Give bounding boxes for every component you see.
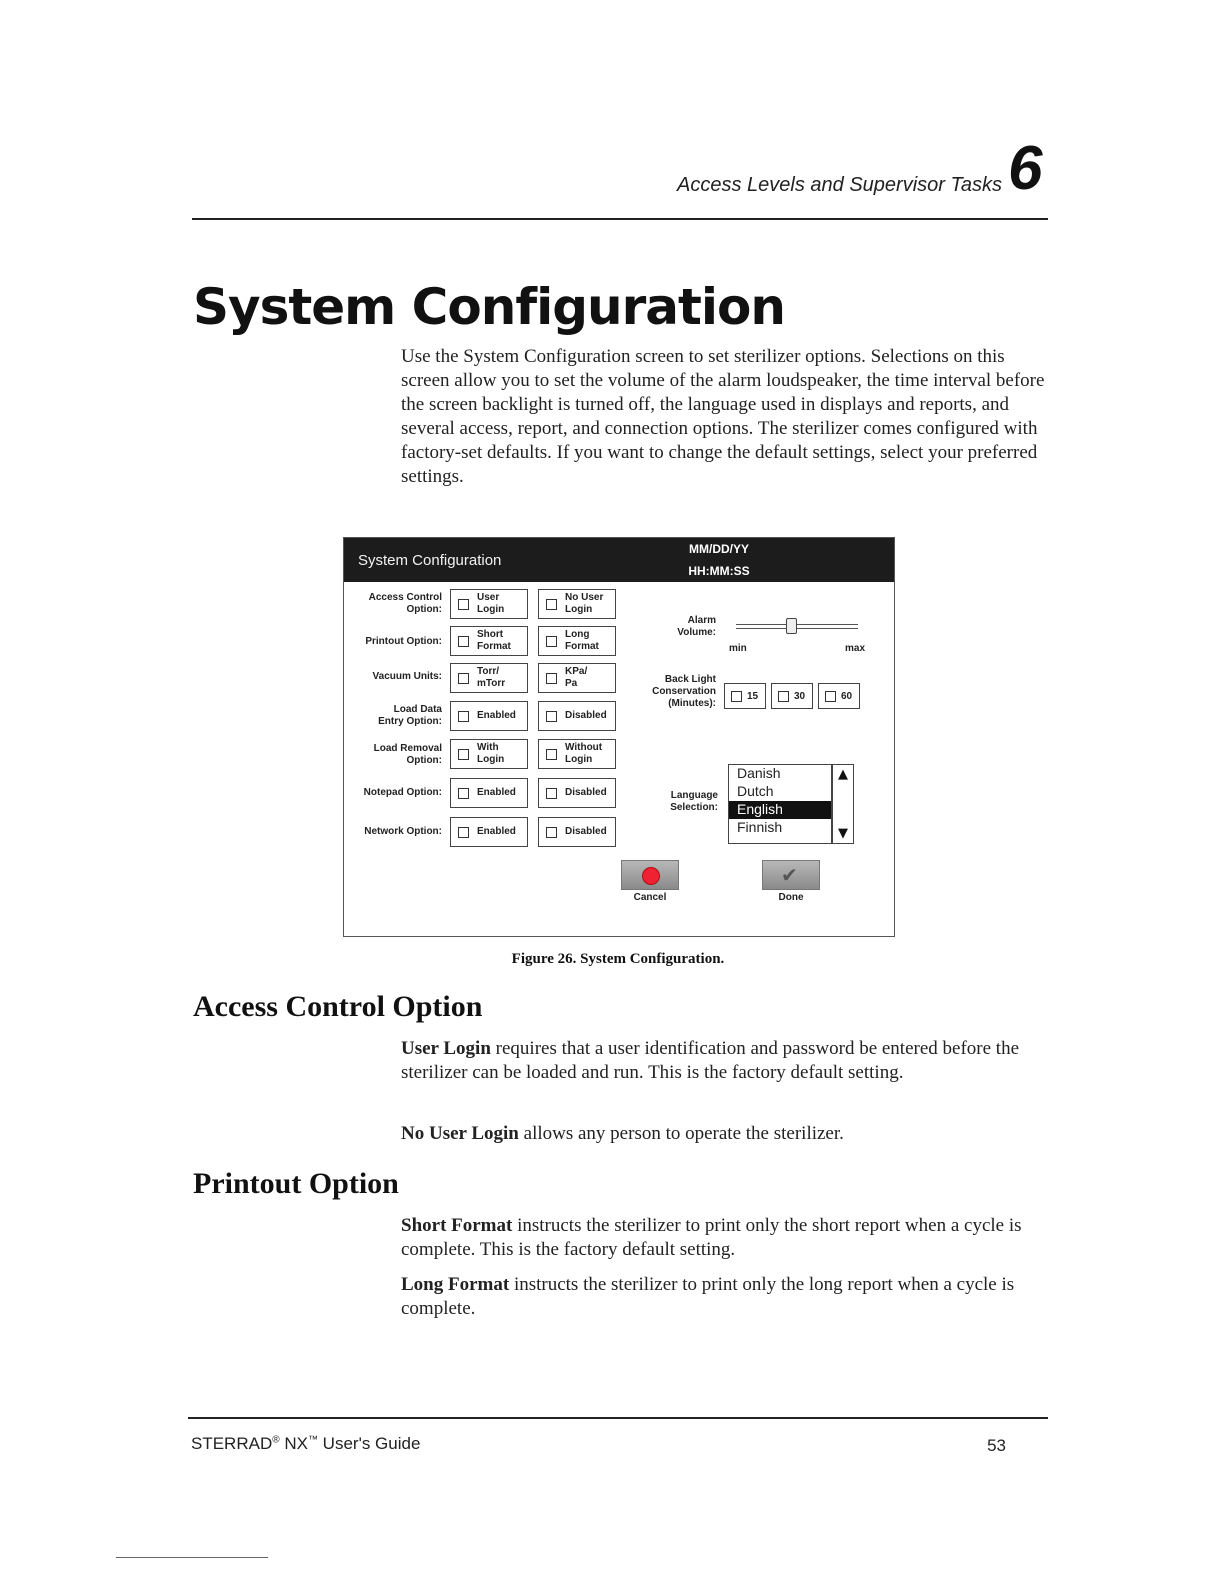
alarm-volume-thumb[interactable]: [786, 618, 797, 634]
cancel-label: Cancel: [633, 892, 667, 903]
printout-option-label: Printout Option:: [365, 636, 442, 647]
option-label: Disabled: [565, 826, 607, 837]
long-format-description: instructs the sterilizer to print only the long report when a cycle is complete.: [401, 1274, 1015, 1319]
backlight-15-label: 15: [747, 691, 759, 702]
checkmark-icon: ✔: [781, 863, 798, 887]
page-title: System Configuration: [193, 278, 785, 336]
scroll-down-arrow-icon[interactable]: ▼: [838, 826, 848, 841]
access-control-heading: Access Control Option: [193, 990, 483, 1023]
short-format-button[interactable]: [450, 626, 528, 656]
language-selection-label: Language Selection:: [670, 790, 718, 813]
done-button[interactable]: [762, 860, 820, 890]
screen-title-bar: [344, 538, 894, 582]
network-option-label: Network Option:: [364, 826, 442, 837]
load-data-disabled-button[interactable]: [538, 701, 616, 731]
language-item-finnish[interactable]: Finnish: [737, 819, 783, 835]
footer-brand: STERRAD: [191, 1434, 273, 1453]
time-display: HH:MM:SS: [688, 564, 750, 578]
kpa-pa-button[interactable]: [538, 663, 616, 693]
load-removal-label: Load Removal Option:: [373, 743, 442, 766]
footer-model: NX: [279, 1434, 308, 1453]
vacuum-units-label: Vacuum Units:: [372, 671, 442, 682]
checkbox-icon: [546, 636, 557, 647]
user-login-paragraph: [401, 1037, 1021, 1085]
load-data-entry-label: Load Data Entry Option:: [378, 704, 442, 727]
network-disabled-button[interactable]: [538, 817, 616, 847]
long-format-term: Long Format: [401, 1274, 510, 1295]
no-user-login-button[interactable]: [538, 589, 616, 619]
option-label: Disabled: [565, 787, 607, 798]
checkbox-icon: [546, 827, 557, 838]
no-user-login-paragraph: [401, 1122, 1021, 1146]
alarm-volume-slider[interactable]: [736, 624, 858, 629]
option-label: Enabled: [477, 710, 516, 721]
page-number: 53: [987, 1436, 1006, 1455]
backlight-30-label: 30: [794, 691, 806, 702]
checkbox-icon: [546, 788, 557, 799]
no-user-login-description: allows any person to operate the sterilizer.: [518, 1123, 844, 1144]
option-label: Short Format: [477, 629, 511, 652]
option-label: Enabled: [477, 787, 516, 798]
intro-paragraph: Use the System Configuration screen to set sterilizer options. Selections on this screen allow you to set the volume of the alarm loudspeaker, the time interval before the screen backlight is turned off, the language used in displays and reports, and several access, report, and connection options. The sterilizer comes configured with factory-set defaults. If you want to change the default settings, select your preferred settings.: [401, 346, 1045, 487]
alarm-volume-label: Alarm Volume:: [677, 615, 716, 638]
notepad-disabled-button[interactable]: [538, 778, 616, 808]
stop-icon: [642, 867, 660, 885]
option-label: Long Format: [565, 629, 599, 652]
option-label: User Login: [477, 592, 505, 615]
backlight-60-button[interactable]: [818, 683, 860, 709]
with-login-button[interactable]: [450, 739, 528, 769]
alarm-max-label: max: [845, 643, 866, 654]
backlight-30-button[interactable]: [771, 683, 813, 709]
figure-caption: Figure 26. System Configuration.: [511, 951, 725, 967]
cancel-button[interactable]: [621, 860, 679, 890]
footer-guide-title: [191, 1434, 420, 1454]
checkbox-icon: [458, 636, 469, 647]
option-label: Torr/ mTorr: [477, 666, 506, 689]
language-scrollbar[interactable]: [832, 764, 854, 844]
checkbox-icon: [546, 749, 557, 760]
checkbox-icon: [546, 599, 557, 610]
language-item-dutch[interactable]: Dutch: [737, 783, 774, 799]
checkbox-icon: [458, 673, 469, 684]
checkbox-icon: [778, 691, 789, 702]
chapter-number: 6: [1008, 134, 1043, 203]
checkbox-icon: [458, 599, 469, 610]
notepad-option-label: Notepad Option:: [363, 787, 442, 798]
running-header-title: Access Levels and Supervisor Tasks: [677, 174, 1002, 196]
no-user-login-term: No User Login: [401, 1123, 519, 1144]
header-rule: [192, 218, 1048, 220]
notepad-enabled-button[interactable]: [450, 778, 528, 808]
checkbox-icon: [458, 711, 469, 722]
alarm-min-label: min: [729, 643, 747, 654]
long-format-button[interactable]: [538, 626, 616, 656]
checkbox-icon: [458, 749, 469, 760]
without-login-button[interactable]: [538, 739, 616, 769]
language-item-danish[interactable]: Danish: [737, 765, 781, 781]
option-label: KPa/ Pa: [565, 666, 588, 689]
footer-rule: [188, 1417, 1048, 1419]
footer-guide: User's Guide: [317, 1434, 421, 1453]
screen-title: System Configuration: [358, 552, 502, 569]
date-display: MM/DD/YY: [689, 542, 749, 556]
checkbox-icon: [546, 711, 557, 722]
option-label: Disabled: [565, 710, 607, 721]
scroll-up-arrow-icon[interactable]: ▲: [838, 767, 848, 782]
access-control-label: Access Control Option:: [368, 592, 442, 615]
option-label: No User Login: [565, 592, 604, 615]
backlight-label: Back Light Conservation (Minutes):: [652, 674, 716, 709]
language-list[interactable]: [728, 764, 832, 844]
user-login-button[interactable]: [450, 589, 528, 619]
checkbox-icon: [458, 788, 469, 799]
short-format-paragraph: [401, 1214, 1041, 1262]
load-data-enabled-button[interactable]: [450, 701, 528, 731]
option-label: Enabled: [477, 826, 516, 837]
user-login-term: User Login: [401, 1038, 491, 1059]
backlight-15-button[interactable]: [724, 683, 766, 709]
backlight-60-label: 60: [841, 691, 853, 702]
checkbox-icon: [731, 691, 742, 702]
registered-mark: ®: [272, 1434, 280, 1446]
done-label: Done: [778, 892, 804, 903]
short-format-description: instructs the sterilizer to print only the short report when a cycle is complete. This is the factory default setting.: [401, 1215, 1022, 1260]
checkbox-icon: [546, 673, 557, 684]
language-item-english[interactable]: English: [729, 801, 831, 819]
printout-option-heading: Printout Option: [193, 1167, 399, 1200]
network-enabled-button[interactable]: [450, 817, 528, 847]
checkbox-icon: [825, 691, 836, 702]
user-login-description: requires that a user identification and password be entered before the sterilizer can be loaded and run. This is the factory default setting.: [401, 1038, 1020, 1083]
option-label: With Login: [477, 742, 505, 765]
system-configuration-screen: [343, 537, 895, 937]
option-label: Without Login: [565, 742, 603, 765]
trademark-mark: ™: [307, 1434, 318, 1446]
long-format-paragraph: [401, 1273, 1041, 1321]
checkbox-icon: [458, 827, 469, 838]
short-format-term: Short Format: [401, 1215, 513, 1236]
torr-mtorr-button[interactable]: [450, 663, 528, 693]
bottom-scan-line: [116, 1557, 268, 1558]
